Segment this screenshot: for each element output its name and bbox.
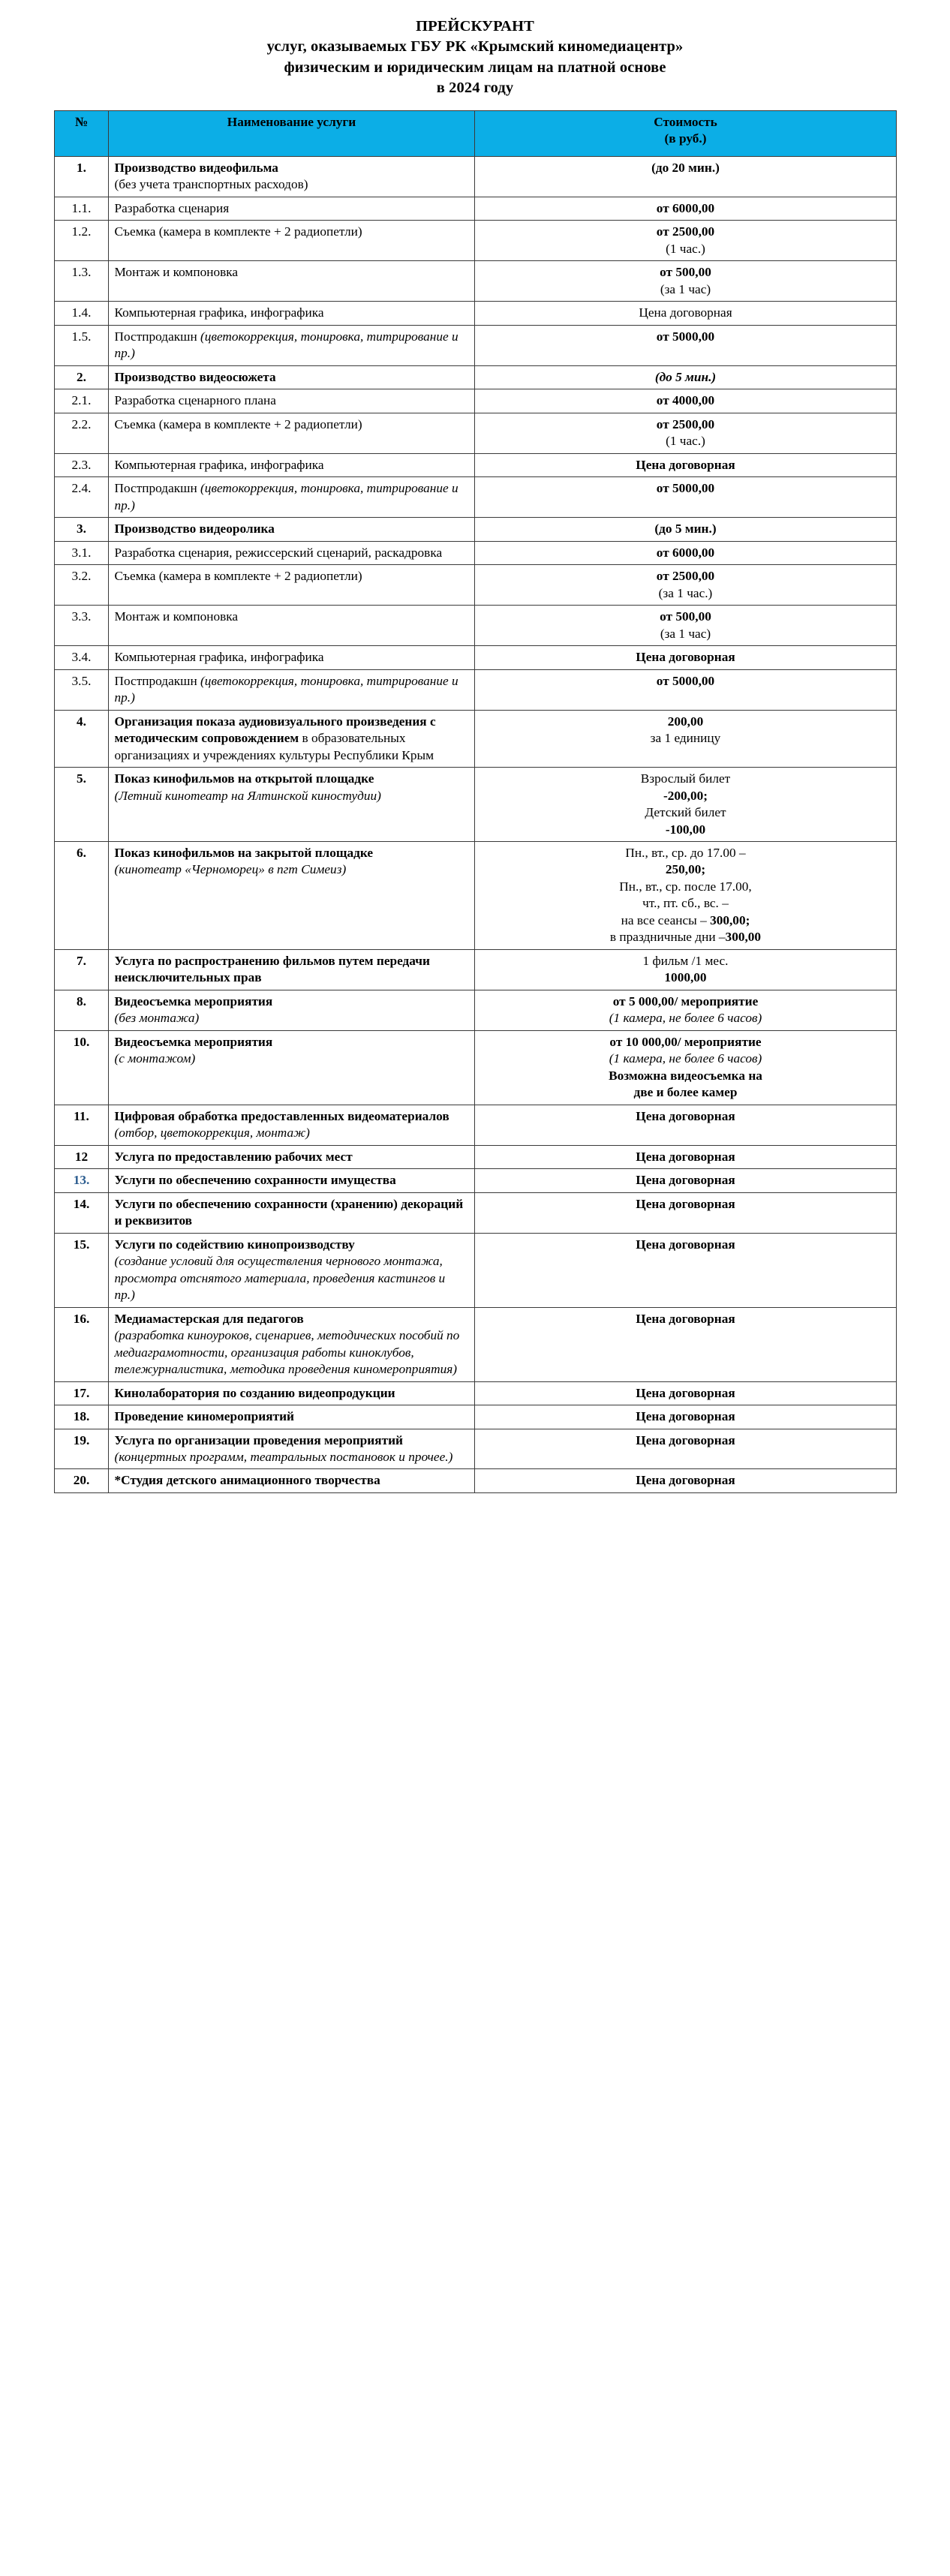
service-name-cell	[108, 518, 474, 541]
price-line: Цена договорная	[636, 1237, 735, 1252]
row-number: 5.	[54, 768, 108, 842]
price-cell	[474, 646, 896, 669]
column-header-service-name: Наименование услуги	[108, 111, 474, 157]
price-list-table	[54, 110, 897, 1493]
price-cell	[474, 1192, 896, 1233]
price-cell	[474, 1429, 896, 1469]
service-name-main: Компьютерная графика, инфографика	[114, 650, 324, 665]
table-row	[54, 365, 896, 389]
page-title	[30, 17, 920, 98]
price-line: 200,00	[667, 714, 704, 729]
table-row	[54, 606, 896, 646]
service-name-main: Кинолаборатория по созданию видеопродукции	[114, 1385, 395, 1400]
price-line: (1 час.)	[666, 241, 705, 256]
price-cell	[474, 565, 896, 606]
row-number: 10.	[54, 1030, 108, 1105]
service-name-main: Услуги по содействию кинопроизводству	[114, 1237, 355, 1252]
price-line: Цена договорная	[636, 1311, 735, 1326]
price-cell	[474, 389, 896, 413]
service-name-main: Разработка сценарного плана	[114, 393, 276, 408]
price-line-text: на все сеансы –	[621, 912, 711, 927]
price-cell	[474, 949, 896, 990]
service-name-cell	[108, 1169, 474, 1192]
price-line: Пн., вт., ср. до 17.00 –	[625, 845, 746, 860]
service-name-main: *Студия детского анимационного творчества	[114, 1473, 380, 1488]
service-name-main: Услуга по предоставлению рабочих мест	[114, 1149, 353, 1164]
price-cell	[474, 1105, 896, 1145]
title-line-2: услуг, оказываемых ГБУ РК «Крымский киномедиацентр»	[266, 38, 684, 56]
price-line: Цена договорная	[636, 1409, 735, 1424]
service-name-cell	[108, 1307, 474, 1381]
service-name-cell	[108, 1145, 474, 1168]
price-line: от 6000,00	[656, 545, 715, 560]
price-line: (за 1 час.)	[658, 585, 713, 600]
service-name-note: (кинотеатр «Черноморец» в пгт Симеиз)	[114, 862, 347, 877]
service-name-cell	[108, 646, 474, 669]
service-name-cell	[108, 221, 474, 261]
service-name-main: Монтаж и компоновка	[114, 265, 239, 280]
price-line: Цена договорная	[639, 305, 732, 320]
table-row	[54, 1381, 896, 1405]
table-body	[54, 157, 896, 1493]
price-line-amount: 300,00;	[710, 912, 750, 927]
service-name-main: Медиамастерская для педагогов	[114, 1311, 304, 1326]
service-name-cell	[108, 413, 474, 453]
price-cell	[474, 518, 896, 541]
price-line: Цена договорная	[636, 1473, 735, 1488]
service-name-cell	[108, 710, 474, 767]
table-row	[54, 325, 896, 365]
service-name-cell	[108, 157, 474, 197]
price-line: (за 1 час)	[660, 626, 711, 641]
row-number: 1.4.	[54, 302, 108, 325]
table-row	[54, 1030, 896, 1105]
column-header-price-main: Стоимость	[654, 115, 717, 129]
service-name-cell	[108, 1105, 474, 1145]
table-row	[54, 710, 896, 767]
table-row	[54, 646, 896, 669]
service-name-note: (Летний кинотеатр на Ялтинской киностудии)	[114, 788, 381, 803]
price-line: от 6000,00	[656, 200, 715, 215]
service-name-cell	[108, 477, 474, 518]
price-line: Пн., вт., ср. после 17.00,	[619, 879, 752, 894]
table-row	[54, 221, 896, 261]
row-number: 1.5.	[54, 325, 108, 365]
row-number: 2.4.	[54, 477, 108, 518]
row-number: 6.	[54, 841, 108, 949]
service-name-note: (цветокоррекция, тонировка, титрирование и пр.)	[114, 673, 458, 705]
table-head	[54, 111, 896, 157]
service-name-cell	[108, 1233, 474, 1307]
table-row	[54, 453, 896, 476]
service-name-cell	[108, 302, 474, 325]
price-line: от 5000,00	[656, 481, 715, 496]
service-name-cell	[108, 1405, 474, 1429]
price-cell	[474, 197, 896, 220]
price-line: от 2500,00	[656, 224, 715, 239]
service-name-main: Монтаж и компоновка	[114, 609, 239, 624]
price-line: (до 5 мин.)	[654, 522, 717, 537]
price-line: чт., пт. сб., вс. –	[642, 896, 729, 911]
price-line: Цена договорная	[636, 1149, 735, 1164]
row-number: 11.	[54, 1105, 108, 1145]
price-line: Цена договорная	[636, 1173, 735, 1188]
row-number: 16.	[54, 1307, 108, 1381]
row-number: 2.1.	[54, 389, 108, 413]
table-row	[54, 1233, 896, 1307]
table-row	[54, 669, 896, 710]
price-cell	[474, 1169, 896, 1192]
price-line: 250,00;	[665, 862, 706, 877]
row-number: 2.	[54, 365, 108, 389]
service-name-note: (цветокоррекция, тонировка, титрирование и пр.)	[114, 329, 458, 361]
table-row	[54, 518, 896, 541]
title-line-3: физическим и юридическим лицам на платной основе	[284, 59, 666, 76]
row-number: 1.2.	[54, 221, 108, 261]
price-line-text: в праздничные дни –	[609, 930, 726, 945]
service-name-main: Цифровая обработка предоставленных видеоматериалов	[114, 1108, 449, 1123]
service-name-cell	[108, 565, 474, 606]
row-number: 20.	[54, 1469, 108, 1492]
price-line: (1 час.)	[666, 434, 705, 449]
table-row	[54, 565, 896, 606]
table-row	[54, 1469, 896, 1492]
price-line: -200,00;	[663, 788, 708, 803]
service-name-main: Услуга по распространению фильмов путем передачи неисключительных прав	[114, 953, 430, 985]
row-number: 3.3.	[54, 606, 108, 646]
service-name-cell	[108, 1030, 474, 1105]
price-cell	[474, 990, 896, 1030]
price-cell	[474, 413, 896, 453]
price-cell	[474, 157, 896, 197]
service-name-main: Производство видеосюжета	[114, 369, 276, 384]
service-name-cell	[108, 453, 474, 476]
row-number: 8.	[54, 990, 108, 1030]
service-name-cell	[108, 541, 474, 564]
row-number: 4.	[54, 710, 108, 767]
service-name-main: Постпродакшн	[114, 329, 201, 344]
table-row	[54, 1405, 896, 1429]
table-row	[54, 1105, 896, 1145]
price-cell	[474, 841, 896, 949]
price-line: Возможна видеосъемка на	[609, 1068, 762, 1083]
price-line: от 5000,00	[656, 673, 715, 688]
service-name-cell	[108, 389, 474, 413]
service-name-main: Услуга по организации проведения мероприятий	[114, 1432, 403, 1447]
row-number: 2.2.	[54, 413, 108, 453]
table-row	[54, 389, 896, 413]
service-name-main: Организация показа аудиовизуального произведения с методическим сопровождением	[114, 714, 436, 746]
row-number: 1.3.	[54, 261, 108, 302]
table-row	[54, 1307, 896, 1381]
price-line: от 2500,00	[656, 416, 715, 431]
table-row	[54, 1145, 896, 1168]
price-line: Цена договорная	[636, 457, 735, 472]
price-line: Цена договорная	[636, 1108, 735, 1123]
row-number: 13.	[54, 1169, 108, 1192]
price-cell	[474, 1145, 896, 1168]
service-name-main: Показ кинофильмов на открытой площадке	[114, 771, 374, 786]
price-cell	[474, 669, 896, 710]
service-name-cell	[108, 1469, 474, 1492]
price-cell	[474, 477, 896, 518]
price-line: от 500,00	[660, 609, 711, 624]
service-name-note: (отбор, цветокоррекция, монтаж)	[114, 1126, 310, 1141]
row-number: 15.	[54, 1233, 108, 1307]
price-line: Детский билет	[645, 805, 726, 820]
service-name-main: Производство видеофильма	[114, 161, 278, 175]
service-name-main: Услуги по обеспечению сохранности (хранению) декораций и реквизитов	[114, 1196, 464, 1228]
price-cell	[474, 302, 896, 325]
price-line: от 5000,00	[656, 329, 715, 344]
service-name-main: Съемка (камера в комплекте + 2 радиопетли)	[114, 224, 362, 239]
service-name-note: (разработка киноуроков, сценариев, методических пособий по медиаграмотности, организация работы киноклубов, тележурналистика, методика проведения киномероприятия)	[114, 1328, 460, 1377]
service-name-cell	[108, 1192, 474, 1233]
price-line: Цена договорная	[636, 1432, 735, 1447]
service-name-main: Услуги по обеспечению сохранности имущества	[114, 1173, 396, 1188]
service-name-cell	[108, 949, 474, 990]
price-cell	[474, 1233, 896, 1307]
row-number: 7.	[54, 949, 108, 990]
column-header-price	[474, 111, 896, 157]
price-line: (до 5 мин.)	[654, 369, 717, 384]
price-line: (за 1 час)	[660, 281, 711, 296]
service-name-main: Разработка сценария, режиссерский сценарий, раскадровка	[114, 545, 443, 560]
service-name-main: Проведение киномероприятий	[114, 1409, 295, 1424]
service-name-note: (создание условий для осуществления чернового монтажа, просмотра отснятого материала, проведения кастингов и пр.)	[114, 1254, 446, 1303]
table-row	[54, 841, 896, 949]
service-name-note: (концертных программ, театральных постановок и прочее.)	[114, 1450, 453, 1464]
service-name-main: Постпродакшн	[114, 481, 201, 496]
price-line-amount: 300,00	[725, 930, 762, 945]
service-name-cell	[108, 1429, 474, 1469]
title-line-1: ПРЕЙСКУРАНТ	[416, 18, 534, 35]
price-cell	[474, 1405, 896, 1429]
table-row	[54, 197, 896, 220]
service-name-main: Производство видеоролика	[114, 522, 275, 537]
table-row	[54, 157, 896, 197]
price-line: Цена договорная	[636, 650, 735, 665]
price-line: 1000,00	[664, 970, 707, 985]
table-row	[54, 1429, 896, 1469]
title-line-4: в 2024 году	[436, 79, 514, 96]
row-number: 3.	[54, 518, 108, 541]
row-number: 3.2.	[54, 565, 108, 606]
price-cell	[474, 325, 896, 365]
service-name-note: (цветокоррекция, тонировка, титрирование и пр.)	[114, 481, 458, 512]
service-name-cell	[108, 365, 474, 389]
service-name-cell	[108, 261, 474, 302]
price-line: (до 20 мин.)	[651, 161, 720, 175]
price-line: Цена договорная	[636, 1196, 735, 1211]
price-line: от 10 000,00/ мероприятие	[609, 1034, 762, 1049]
price-cell	[474, 261, 896, 302]
service-name-cell	[108, 1381, 474, 1405]
table-row	[54, 949, 896, 990]
price-line: от 500,00	[660, 265, 711, 280]
service-name-main: Компьютерная графика, инфографика	[114, 457, 324, 472]
price-line: 1 фильм /1 мес.	[642, 953, 729, 968]
table-row	[54, 990, 896, 1030]
row-number: 19.	[54, 1429, 108, 1469]
service-name-main: Разработка сценария	[114, 200, 230, 215]
price-cell	[474, 221, 896, 261]
price-cell	[474, 710, 896, 767]
price-line: от 5 000,00/ мероприятие	[612, 993, 759, 1008]
table-row	[54, 413, 896, 453]
row-number: 3.5.	[54, 669, 108, 710]
price-cell	[474, 768, 896, 842]
price-line: Взрослый билет	[640, 771, 731, 786]
service-name-cell	[108, 841, 474, 949]
price-line: за 1 единицу	[650, 731, 721, 746]
price-line: (1 камера, не более 6 часов)	[609, 1011, 762, 1026]
service-name-note: (без монтажа)	[114, 1011, 200, 1026]
row-number: 2.3.	[54, 453, 108, 476]
service-name-main: Съемка (камера в комплекте + 2 радиопетли)	[114, 569, 362, 584]
price-cell	[474, 1469, 896, 1492]
row-number: 17.	[54, 1381, 108, 1405]
table-row	[54, 541, 896, 564]
row-number: 1.	[54, 157, 108, 197]
table-row	[54, 1192, 896, 1233]
service-name-main: Компьютерная графика, инфографика	[114, 305, 324, 320]
price-line: две и более камер	[633, 1085, 738, 1100]
service-name-note: (без учета транспортных расходов)	[114, 177, 308, 192]
row-number: 3.4.	[54, 646, 108, 669]
row-number: 12	[54, 1145, 108, 1168]
table-row	[54, 768, 896, 842]
service-name-cell	[108, 990, 474, 1030]
table-row	[54, 302, 896, 325]
price-line: (1 камера, не более 6 часов)	[609, 1051, 762, 1066]
service-name-cell	[108, 606, 474, 646]
service-name-main: Съемка (камера в комплекте + 2 радиопетли)	[114, 416, 362, 431]
price-cell	[474, 1381, 896, 1405]
service-name-cell	[108, 669, 474, 710]
column-header-price-units: (в руб.)	[664, 131, 707, 146]
price-line: Цена договорная	[636, 1385, 735, 1400]
service-name-main: Видеосъемка мероприятия	[114, 1034, 273, 1049]
service-name-cell	[108, 325, 474, 365]
row-number: 18.	[54, 1405, 108, 1429]
service-name-cell	[108, 197, 474, 220]
price-cell	[474, 541, 896, 564]
price-line: от 2500,00	[656, 569, 715, 584]
price-cell	[474, 365, 896, 389]
table-row	[54, 261, 896, 302]
row-number: 14.	[54, 1192, 108, 1233]
row-number: 1.1.	[54, 197, 108, 220]
table-row	[54, 477, 896, 518]
service-name-main: Постпродакшн	[114, 673, 201, 688]
table-header-row	[54, 111, 896, 157]
column-header-number: №	[54, 111, 108, 157]
service-name-main: Видеосъемка мероприятия	[114, 993, 273, 1008]
service-name-note: (с монтажом)	[114, 1051, 196, 1066]
table-row	[54, 1169, 896, 1192]
service-name-note: в образовательных организациях и учреждениях культуры Республики Крым	[114, 731, 434, 762]
service-name-cell	[108, 768, 474, 842]
price-cell	[474, 606, 896, 646]
price-line: от 4000,00	[656, 393, 715, 408]
price-cell	[474, 1307, 896, 1381]
price-cell	[474, 453, 896, 476]
price-cell	[474, 1030, 896, 1105]
row-number: 3.1.	[54, 541, 108, 564]
price-line: -100,00	[665, 822, 706, 837]
service-name-main: Показ кинофильмов на закрытой площадке	[114, 845, 374, 860]
price-line	[481, 929, 891, 945]
price-line	[481, 912, 891, 929]
